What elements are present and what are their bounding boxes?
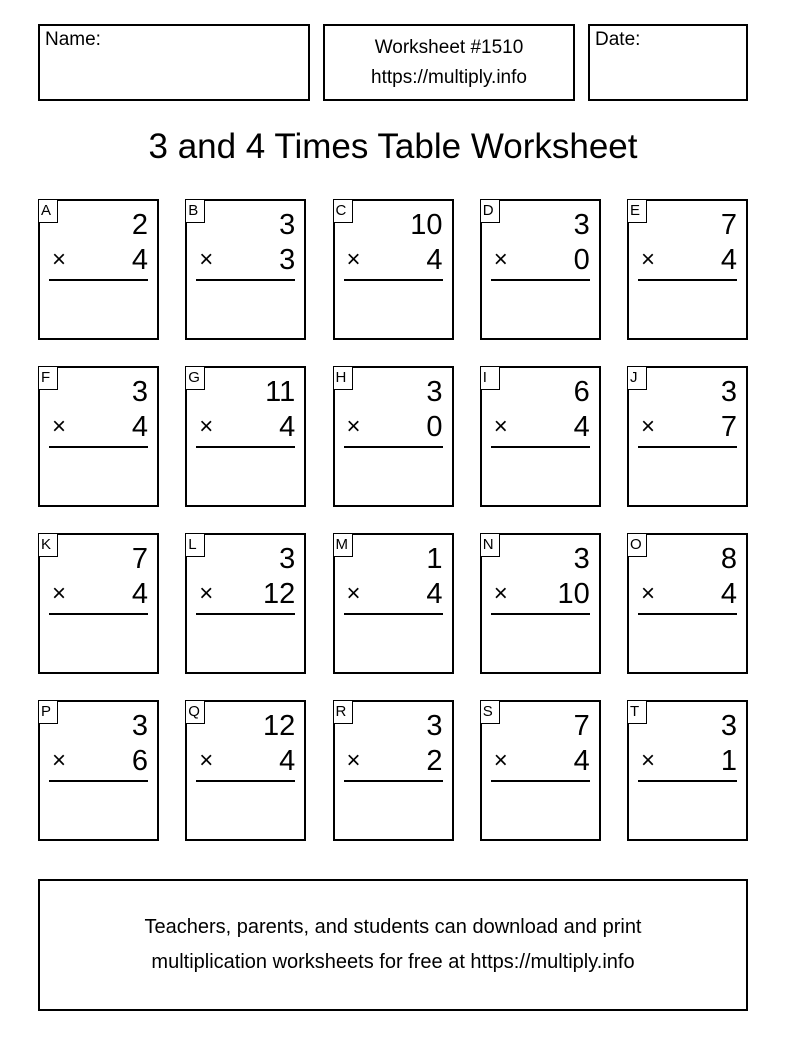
problem-grid	[38, 199, 748, 841]
multiply-sign-icon: ×	[493, 246, 508, 273]
problem-label: H	[334, 367, 353, 390]
problem-card[interactable]	[480, 366, 601, 507]
answer-line	[196, 613, 295, 615]
multiplicand: 3	[573, 209, 590, 241]
answer-line	[638, 279, 737, 281]
problem-label: O	[628, 534, 647, 557]
multiply-sign-icon: ×	[52, 580, 67, 607]
date-box[interactable]	[588, 24, 748, 101]
multiplicand: 12	[262, 710, 296, 742]
multiplier: 4	[720, 578, 737, 610]
problem-label: E	[628, 200, 647, 223]
multiplicand: 3	[426, 710, 443, 742]
multiply-sign-icon: ×	[346, 246, 361, 273]
footer-line-2: multiplication worksheets for free at https://multiply.info	[151, 951, 635, 973]
problem-label: F	[39, 367, 58, 390]
multiplier: 4	[131, 578, 148, 610]
problem-card[interactable]	[185, 700, 306, 841]
answer-line	[49, 279, 148, 281]
multiplier: 7	[720, 411, 737, 443]
answer-line	[491, 613, 590, 615]
multiply-sign-icon: ×	[641, 580, 656, 607]
multiplier: 4	[426, 578, 443, 610]
multiply-sign-icon: ×	[52, 246, 67, 273]
worksheet-number: Worksheet #1510	[374, 36, 524, 58]
answer-line	[196, 279, 295, 281]
answer-line	[638, 780, 737, 782]
multiply-sign-icon: ×	[346, 413, 361, 440]
answer-line	[491, 446, 590, 448]
worksheet-title: 3 and 4 Times Table Worksheet	[148, 127, 638, 166]
problem-card[interactable]	[333, 700, 454, 841]
multiplier: 12	[262, 578, 296, 610]
multiply-sign-icon: ×	[199, 246, 214, 273]
problem-label: C	[334, 200, 353, 223]
multiplicand: 1	[426, 543, 443, 575]
multiplicand: 3	[426, 376, 443, 408]
multiplier: 0	[426, 411, 443, 443]
problem-card[interactable]	[38, 199, 159, 340]
multiplicand: 3	[720, 376, 737, 408]
multiplier: 4	[426, 244, 443, 276]
problem-card[interactable]	[627, 366, 748, 507]
problem-label: A	[39, 200, 58, 223]
multiply-sign-icon: ×	[199, 580, 214, 607]
problem-card[interactable]	[480, 533, 601, 674]
problem-card[interactable]	[627, 199, 748, 340]
problem-card[interactable]	[185, 199, 306, 340]
problem-card[interactable]	[333, 533, 454, 674]
multiplicand: 2	[131, 209, 148, 241]
problem-label: K	[39, 534, 58, 557]
problem-label: L	[186, 534, 205, 557]
answer-line	[344, 446, 443, 448]
multiply-sign-icon: ×	[641, 747, 656, 774]
problem-label: D	[481, 200, 500, 223]
problem-label: R	[334, 701, 353, 724]
footer-line-1: Teachers, parents, and students can download and print	[144, 916, 642, 938]
answer-line	[344, 279, 443, 281]
problem-card[interactable]	[333, 366, 454, 507]
multiply-sign-icon: ×	[199, 413, 214, 440]
problem-card[interactable]	[480, 199, 601, 340]
multiplicand: 3	[720, 710, 737, 742]
problem-label: G	[186, 367, 205, 390]
problem-card[interactable]	[333, 199, 454, 340]
multiplier: 4	[279, 745, 296, 777]
answer-line	[344, 613, 443, 615]
multiplier: 4	[573, 411, 590, 443]
multiply-sign-icon: ×	[346, 580, 361, 607]
problem-card[interactable]	[185, 366, 306, 507]
multiplier: 4	[131, 244, 148, 276]
answer-line	[196, 780, 295, 782]
multiply-sign-icon: ×	[52, 413, 67, 440]
multiplicand: 7	[720, 209, 737, 241]
multiply-sign-icon: ×	[641, 413, 656, 440]
multiplier: 4	[131, 411, 148, 443]
multiplicand: 10	[410, 209, 443, 241]
problem-label: J	[628, 367, 647, 390]
multiplicand: 7	[573, 710, 590, 742]
answer-line	[196, 446, 295, 448]
name-box[interactable]	[38, 24, 310, 101]
date-label: Date:	[595, 29, 641, 50]
answer-line	[344, 780, 443, 782]
multiplier: 1	[720, 745, 737, 777]
answer-line	[638, 613, 737, 615]
problem-label: N	[481, 534, 500, 557]
multiply-sign-icon: ×	[493, 747, 508, 774]
problem-label: S	[481, 701, 500, 724]
multiplier: 4	[720, 244, 737, 276]
multiplicand: 8	[720, 543, 737, 575]
problem-label: B	[186, 200, 205, 223]
problem-card[interactable]	[627, 533, 748, 674]
multiplicand: 3	[131, 376, 148, 408]
multiply-sign-icon: ×	[641, 246, 656, 273]
answer-line	[49, 446, 148, 448]
problem-label: P	[39, 701, 58, 724]
multiplicand: 3	[279, 209, 296, 241]
answer-line	[491, 279, 590, 281]
multiplier: 4	[279, 411, 296, 443]
multiplier: 2	[426, 745, 443, 777]
worksheet-url: https://multiply.info	[371, 66, 527, 88]
multiplicand: 3	[279, 543, 296, 575]
multiplier: 3	[279, 244, 296, 276]
multiply-sign-icon: ×	[493, 580, 508, 607]
multiplier: 10	[557, 578, 590, 610]
multiply-sign-icon: ×	[199, 747, 214, 774]
multiplicand: 3	[131, 710, 148, 742]
answer-line	[491, 780, 590, 782]
worksheet-info-box	[323, 24, 575, 101]
multiplier: 4	[573, 745, 590, 777]
answer-line	[638, 446, 737, 448]
problem-label: M	[334, 534, 353, 557]
multiply-sign-icon: ×	[493, 413, 508, 440]
multiply-sign-icon: ×	[52, 747, 67, 774]
problem-label: T	[628, 701, 647, 724]
problem-label: Q	[186, 701, 205, 724]
multiplier: 0	[573, 244, 590, 276]
multiplicand: 11	[265, 376, 296, 408]
problem-card[interactable]	[185, 533, 306, 674]
answer-line	[49, 780, 148, 782]
multiplicand: 6	[573, 376, 590, 408]
problem-card[interactable]	[38, 700, 159, 841]
problem-card[interactable]	[627, 700, 748, 841]
problem-card[interactable]	[38, 366, 159, 507]
multiplier: 6	[131, 745, 148, 777]
problem-card[interactable]	[38, 533, 159, 674]
footer-box	[38, 879, 748, 1011]
name-label: Name:	[45, 29, 101, 50]
problem-label: I	[481, 367, 500, 390]
problem-card[interactable]	[480, 700, 601, 841]
answer-line	[49, 613, 148, 615]
multiplicand: 3	[573, 543, 590, 575]
multiply-sign-icon: ×	[346, 747, 361, 774]
multiplicand: 7	[131, 543, 148, 575]
